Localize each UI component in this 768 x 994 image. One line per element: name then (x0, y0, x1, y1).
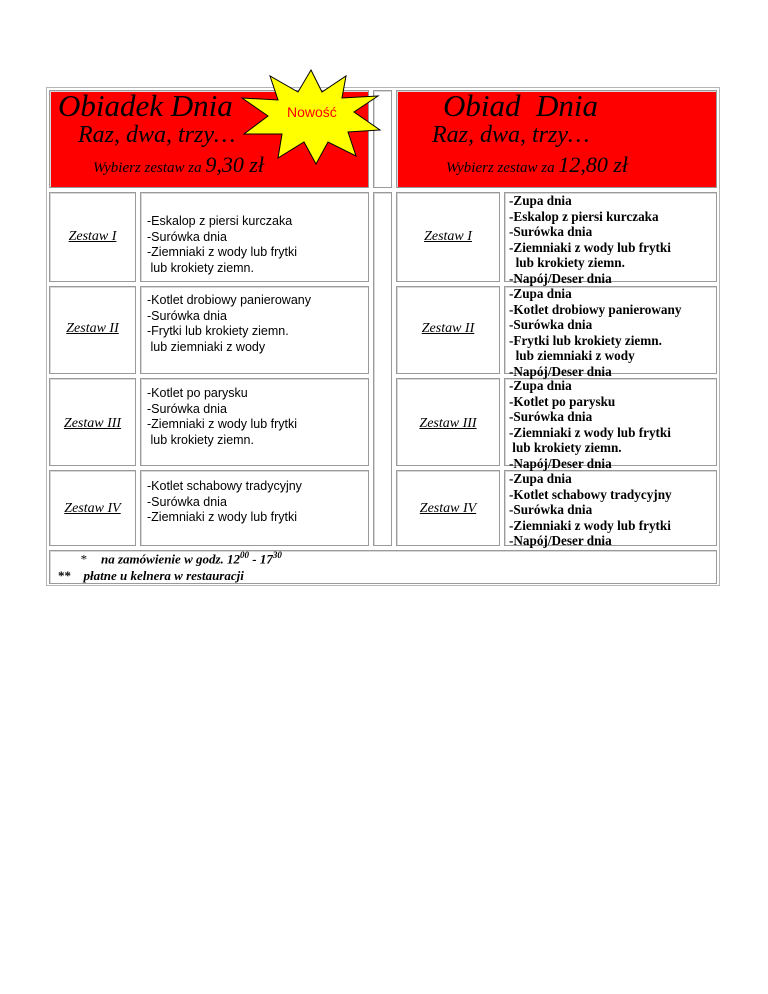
menu-item: -Napój/Deser dnia (509, 533, 612, 549)
menu-item: lub ziemniaki z wody (147, 339, 266, 354)
right-set-items (509, 286, 681, 380)
menu-item: lub krokiety ziemn. (509, 255, 625, 271)
menu-item: lub ziemniaki z wody (509, 348, 635, 364)
right-subtitle: Raz, dwa, trzy… (432, 122, 590, 148)
menu-item: -Surówka dnia (509, 502, 593, 518)
menu-item: -Frytki lub krokiety ziemn. (147, 324, 289, 339)
footnote-payment (58, 568, 244, 584)
menu-item: -Surówka dnia (147, 401, 227, 416)
menu-item: -Ziemniaki z wody lub frytki (147, 417, 298, 432)
menu-item: -Kotlet drobiowy panierowany (509, 301, 682, 317)
left-set-items (147, 479, 302, 526)
menu-item: lub krokiety ziemn. (147, 432, 254, 447)
footnote-text-mid: - 17 (249, 551, 273, 567)
right-set-items (509, 193, 671, 287)
menu-item: -Zupa dnia (509, 471, 572, 486)
left-set-items (147, 293, 311, 355)
footnote-star: * (80, 551, 87, 567)
left-set-name: Zestaw IV (64, 501, 121, 516)
left-set-items (147, 386, 297, 448)
menu-item: -Ziemniaki z wody lub frytki (509, 424, 671, 440)
left-set-items (147, 214, 297, 276)
right-set-name: Zestaw II (421, 321, 475, 336)
new-badge-label: Nowość (287, 104, 337, 120)
menu-item: -Napój/Deser dnia (509, 455, 612, 471)
menu-item: -Surówka dnia (509, 317, 593, 333)
right-set-items (509, 471, 672, 549)
right-set-name: Zestaw III (419, 416, 477, 431)
footnote-text: płatne u kelnera w restauracji (83, 568, 244, 583)
menu-item: -Napój/Deser dnia (509, 270, 612, 286)
right-title: Obiad Dnia (443, 88, 598, 123)
menu-item: -Kotlet schabowy tradycyjny (147, 479, 302, 493)
right-choose-label: Wybierz zestaw za (446, 160, 555, 176)
footnote-star: ** (58, 568, 71, 583)
separator-column (373, 192, 392, 546)
left-price: 9,30 zł (205, 152, 265, 177)
menu-item: -Ziemniaki z wody lub frytki (509, 517, 671, 533)
menu-item: -Ziemniaki z wody lub frytki (147, 245, 298, 260)
menu-item: -Napój/Deser dnia (509, 363, 612, 379)
menu-item: lub krokiety ziemn. (509, 440, 622, 456)
menu-item: -Ziemniaki z wody lub frytki (147, 510, 298, 525)
menu-item: -Frytki lub krokiety ziemn. (509, 332, 662, 348)
menu-item: -Surówka dnia (147, 229, 227, 244)
left-choose-line (93, 152, 264, 178)
menu-item: -Zupa dnia (509, 193, 572, 208)
menu-item: -Kotlet schabowy tradycyjny (509, 486, 672, 502)
menu-item: -Kotlet drobiowy panierowany (147, 293, 311, 307)
new-badge (240, 68, 382, 166)
footnote-sup: 00 (240, 550, 250, 560)
left-set-name: Zestaw I (68, 229, 117, 244)
right-price: 12,80 zł (558, 152, 629, 177)
left-title: Obiadek Dnia (58, 88, 233, 123)
menu-item: -Kotlet po parysku (147, 386, 248, 400)
left-set-name: Zestaw III (63, 416, 122, 431)
left-choose-label: Wybierz zestaw za (93, 160, 202, 176)
right-set-items (509, 378, 671, 472)
left-subtitle: Raz, dwa, trzy… (78, 122, 236, 148)
right-choose-line (446, 152, 628, 178)
menu-item: lub krokiety ziemn. (147, 260, 254, 275)
menu-item: -Zupa dnia (509, 286, 572, 301)
menu-item: -Kotlet po parysku (509, 393, 616, 409)
footnote-text: na zamówienie w godz. 12 (101, 551, 241, 567)
menu-item: -Eskalop z piersi kurczaka (509, 208, 659, 224)
footnote-order-hours (80, 550, 282, 567)
menu-item: -Surówka dnia (147, 308, 227, 323)
menu-item: -Surówka dnia (509, 409, 593, 425)
menu-item: -Ziemniaki z wody lub frytki (509, 239, 671, 255)
menu-item: -Surówka dnia (147, 494, 227, 509)
menu-item: -Eskalop z piersi kurczaka (147, 214, 293, 228)
menu-item: -Surówka dnia (509, 224, 593, 240)
right-set-name: Zestaw I (424, 229, 472, 244)
footnote-sup: 30 (272, 550, 282, 560)
right-set-name: Zestaw IV (419, 501, 477, 516)
left-set-name: Zestaw II (66, 321, 119, 336)
menu-item: -Zupa dnia (509, 378, 572, 393)
